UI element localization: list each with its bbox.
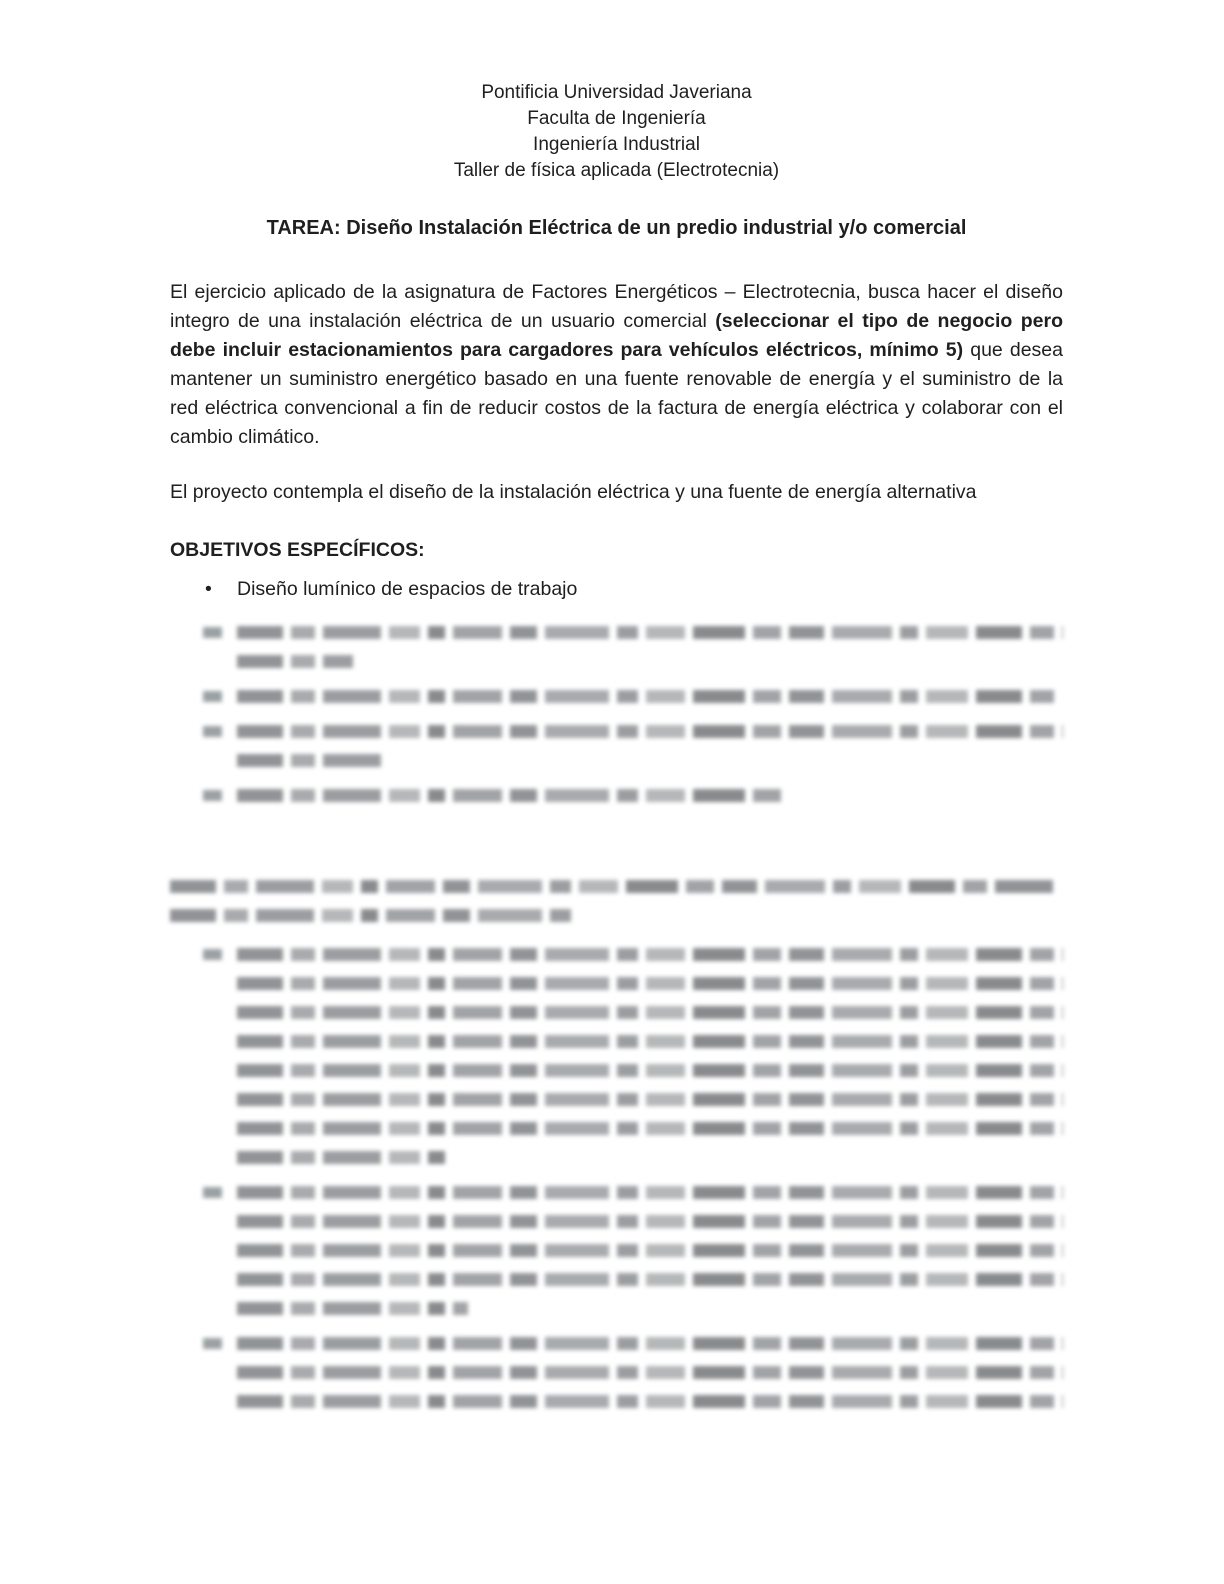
redacted-text-line — [237, 1387, 1063, 1416]
redacted-text-line — [237, 998, 1063, 1027]
redacted-text-line — [237, 1207, 1063, 1236]
redacted-bullet-item — [170, 682, 1063, 711]
bullet-icon: • — [205, 578, 212, 600]
redacted-bullet-item — [170, 717, 1063, 775]
redacted-text-line — [237, 1178, 1063, 1207]
redacted-text-line — [237, 618, 1063, 647]
redacted-text-line — [237, 1114, 1063, 1143]
redacted-text-line — [237, 1143, 1063, 1172]
scope-paragraph: El proyecto contempla el diseño de la instalación eléctrica y una fuente de energía alternativa — [170, 481, 977, 503]
redacted-bullet-icon — [203, 726, 222, 737]
redacted-text-line — [237, 969, 1063, 998]
page-title: TAREA: Diseño Instalación Eléctrica de un predio industrial y/o comercial — [266, 217, 967, 239]
header-line-faculty: Faculta de Ingeniería — [527, 108, 706, 129]
redacted-bullet-icon — [203, 790, 222, 801]
redacted-text-line — [170, 901, 1063, 930]
redacted-text-line — [237, 1085, 1063, 1114]
document-header — [170, 80, 1063, 184]
header-line-course: Taller de física aplicada (Electrotecnia) — [453, 160, 780, 181]
redacted-bullet-item — [170, 781, 1063, 810]
redacted-text-line — [237, 1294, 1063, 1323]
redacted-bullet-list — [170, 940, 1063, 1416]
objectives-list — [170, 575, 1063, 810]
redacted-bullet-item — [170, 1329, 1063, 1416]
redacted-text-line — [237, 647, 1063, 676]
redacted-bullet-icon — [203, 1187, 222, 1198]
redacted-text-line — [237, 781, 1063, 810]
redacted-text-line — [237, 1056, 1063, 1085]
intro-text-end: que desea mantener un suministro energético basado en una fuente renovable de energía y el suministro de la red eléctrica convencional a fin de reducir costos de la factura de energía eléctrica y colaborar con el cambio climático. — [170, 339, 1063, 448]
redacted-text-line — [237, 746, 1063, 775]
redacted-bullet-icon — [203, 627, 222, 638]
redacted-text-line — [237, 1265, 1063, 1294]
header-line-program: Ingeniería Industrial — [533, 134, 700, 155]
objectives-heading: OBJETIVOS ESPECÍFICOS: — [170, 539, 425, 561]
header-line-institution: Pontificia Universidad Javeriana — [481, 82, 752, 103]
redacted-bullet-item — [170, 940, 1063, 1172]
redacted-bullet-item — [170, 1178, 1063, 1323]
redacted-bullet-icon — [203, 1338, 222, 1349]
redacted-text-line — [170, 872, 1063, 901]
intro-text-bold-requirement: (seleccionar el tipo de negocio pero debe incluir estacionamientos para cargadores para vehículos eléctricos, mínimo 5) — [170, 310, 1063, 361]
redacted-text-line — [237, 1329, 1063, 1358]
redacted-bullet-item — [170, 618, 1063, 676]
intro-text-start: El ejercicio aplicado de la asignatura de Factores Energéticos – Electrotecnia, busca hacer el diseño integro de una instalación eléctrica de un usuario comercial — [170, 281, 1063, 332]
objective-item — [170, 575, 1063, 604]
redacted-text-line — [237, 1236, 1063, 1265]
redacted-bullet-icon — [203, 949, 222, 960]
redacted-text-line — [237, 717, 1063, 746]
intro-paragraph — [170, 278, 1063, 452]
redacted-bullet-icon — [203, 691, 222, 702]
redacted-text-line — [237, 1027, 1063, 1056]
objective-item-text: Diseño lumínico de espacios de trabajo — [237, 578, 578, 600]
redacted-paragraph — [170, 872, 1063, 930]
redacted-text-line — [237, 940, 1063, 969]
redacted-text-line — [237, 682, 1063, 711]
redacted-text-line — [237, 1358, 1063, 1387]
